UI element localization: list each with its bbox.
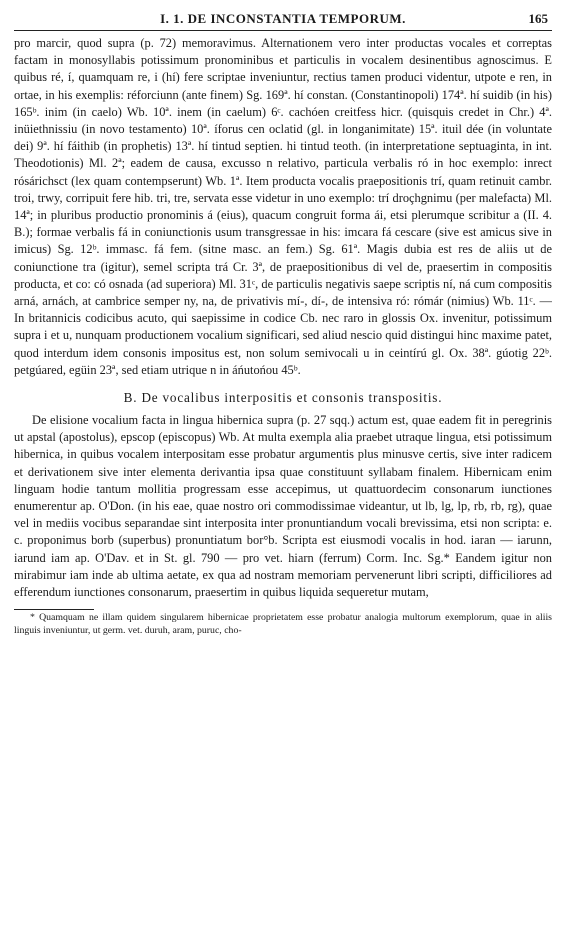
page-number: 165	[528, 11, 548, 26]
page-header	[14, 8, 552, 31]
running-head: I. 1. DE INCONSTANTIA TEMPORUM.	[160, 11, 406, 26]
section-paragraph: De elisione vocalium facta in lingua hibernica supra (p. 27 sqq.) actum est, quae eadem fit in peregrinis ut apstal (apostolus), epscop (episcopus) Wb. At multa exempla alia praebet utraque lingua, etsi potissimum hibernica, in quibus vocalem interpositam esse probatur argumentis plus minusve certis, sive inter radicem et derivationem sive inter elementa derivantia ipsa quae constituunt syllabam finalem. Hibernicam enim linguam hodie tantum mollitia progressam esse accepimus, ut quattuordecim consonarum iunctiones enumerentur ap. O'Don. (in his eae, quae nostro ori commodissimae videantur, ut lb, lg, lp, rb, rb, rg), quae vel in mediis vocibus separandae sint interposita inter pronuntiandum vocali brevissima, etsi non scripta: e. c. proponimus borb (superbus) pronuntiatum bor°b. Scripta est eiusmodi vocalis in hod. iaran — iarunn, iarund iam ap. O'Dav. et in St. gl. 790 — pro vet. hiarn (ferrum) Corm. Inc. Sg.* Eandem igitur non mirabimur iam inde ab ultima aetate, ex qua ad nostram memoriam pervenerunt libri scripti, difficiliores ad efferendum iunctiones consonarum, praesertim in quibus liquida sequeretur mutam,	[14, 413, 552, 600]
page	[14, 8, 552, 923]
footnote: * Quamquam ne illam quidem singularem hibernicae proprietatem esse probatur analogia multorum exemplorum, quae in aliis linguis inveniuntur, ut germ. vet. duruh, aram, puruc, cho-	[14, 612, 552, 636]
footnote-rule	[14, 609, 94, 610]
section-heading: B. De vocalibus interpositis et consonis transpositis.	[123, 390, 443, 406]
body-paragraph: pro marcir, quod supra (p. 72) memoravimus. Alternationem vero inter productas vocales et correptas factam in monosyllabis potissimum pronominibus et particulis in vocalem desinentibus agnoscimus. E quibus ré, í, quamquam re, i (hí) fere scriptae inveniuntur, rectius tamen produci videntur, utpote e ren, in ortae, in his exemplis: réforciunn (ante finem) Sg. 169ª. hí constan. (Constantinopoli) 174ª. hí suidib (in his) 165ᵇ. inim (in caelo) Wb. 10ª. inem (in caelum) 6ᶜ. cachóen creitfess hicr. (quisquis credet in Chr.) 4ª. inüiethnissiu (in novo testamento) 10ª. íforus cen oclatid (gl. in longanimitate) 15ª. ituil dée (in voluntate dei) 9ª. hí fáithib (in prophetis) 13ª. hí tintud septien. hi tintud teoth. (in interpretatione septuaginta, in int. Theodotionis) Ml. 2ª; eadem de causa, excusso n relativo, particula verbalis ró in hoc exemplo: inrect rósárichsct (lex quam contempserunt) Wb. 1ª. Item producta vocalis praepositionis trí, quam retinuit cambr. troi, trwy, corripuit fere hib. tri, tre, servata esse videtur in uno exemplo: trí droçhgnimu (per malefacta) Ml. 14ª; in pluribus productio pronominis á (eius), quacum congruit forma ái, etsi plerumque scribitur a (II. 4. B.); formae verbalis fá in coniunctionis usum transgressae in his: imcara fá cescare (sive est amicus sive in imicus) Sg. 12ᵇ. immasc. fá fem. (sitne masc. an fem.) Sg. 61ª. Magis dubia est res de aliis ut de coniunctione tra (igitur), semel scripta trá Cr. 3ª, de praepositionibus di vel de, praesertim in compositis producta, et co: có osnada (ad superiora) Ml. 31ᶜ, de particulis negativis saepe scriptis ní, ná cum compositis arná, arnách, at cambrice semper ny, na, de privativis mí-, dí-, de intensiva ró: rómár (nimius) Wb. 11ᶜ. — In britannicis codicibus acuto, qui saepissime in codice Cb. nec raro in glossis Ox. invenitur, potissimum supra i et u, nunquam productionem vocalium significari, sed aliud nescio quid distingui hinc maxime patet, quod interdum idem consonis impositus est, non solum semivocali u in ceintírú gl. Ox. 38ª. gúotig 22ᵇ. petgúared, egüin 23ª, sed etiam utrique n in áńutońou 45ᵇ.	[14, 36, 552, 377]
